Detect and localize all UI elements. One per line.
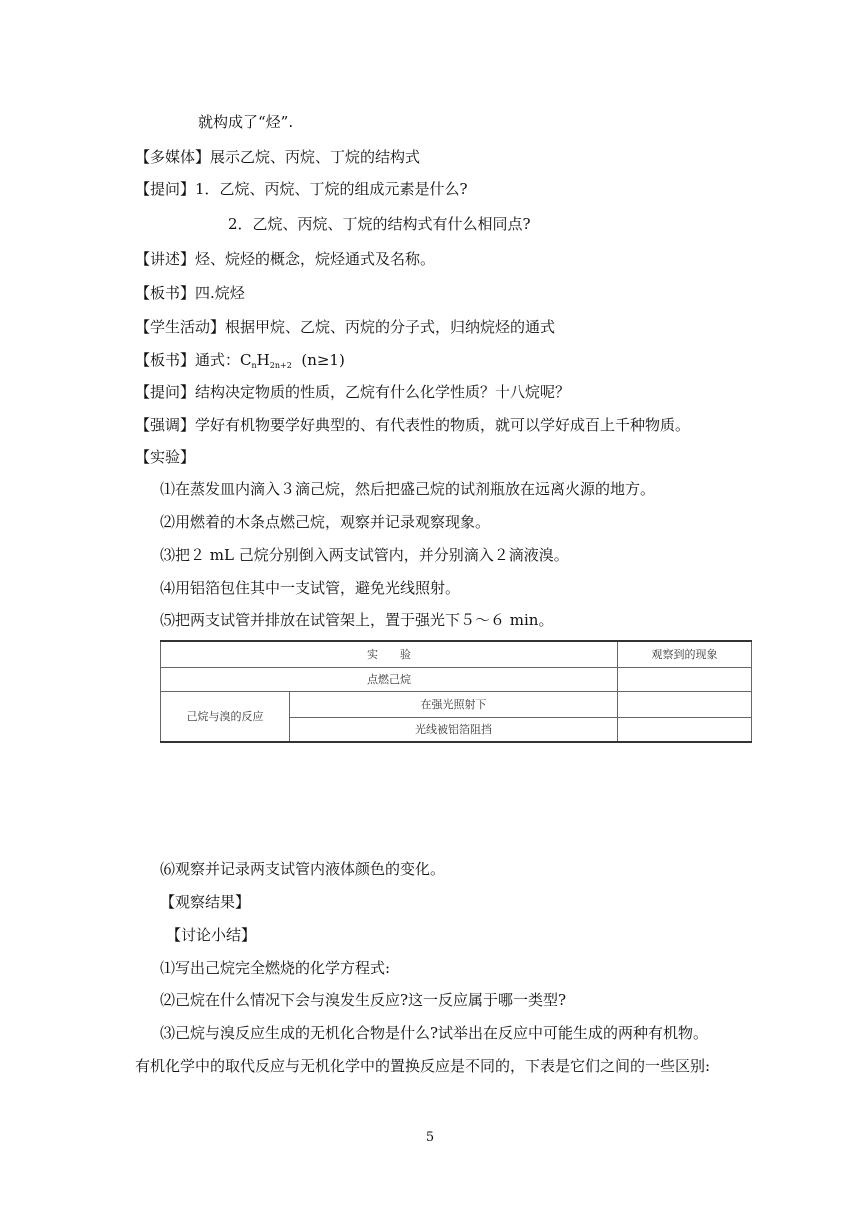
text-line: 2．乙烷、丙烷、丁烷的结构式有什么相同点? [228, 215, 531, 233]
text-line: 【提问】1．乙烷、丙烷、丁烷的组成元素是什么? [135, 180, 468, 198]
table-cell-ignite-hexane: 点燃己烷 [161, 667, 618, 691]
formula-sub-2n2: 2n+2 [269, 361, 292, 370]
text-line: 【实验】 [135, 448, 196, 466]
text-line: 【学生活动】根据甲烷、乙烷、丙烷的分子式，归纳烷烃的通式 [135, 318, 556, 336]
text-line: 就构成了“烃”. [198, 113, 294, 131]
text-line: ⑶己烷与溴反应生成的无机化合物是什么?试举出在反应中可能生成的两种有机物。 [160, 1024, 709, 1042]
text-line: 【观察结果】 [160, 893, 251, 911]
text-line: 【提问】结构决定物质的性质，乙烷有什么化学性质？十八烷呢？ [135, 383, 571, 401]
text-line: 【讨论小结】 [166, 926, 257, 944]
table-cell-empty [618, 691, 752, 717]
text-line: ⑷用铝箔包住其中一支试管，避免光线照射。 [160, 579, 461, 597]
text-line: ⑹观察并记录两支试管内液体颜色的变化。 [160, 860, 446, 878]
text-line: 【板书】四.烷烃 [135, 284, 245, 302]
text-line: ⑸把两支试管并排放在试管架上，置于强光下５～６ min。 [160, 611, 554, 629]
text-line: 【讲述】烃、烷烃的概念，烷烃通式及名称。 [135, 250, 436, 268]
table-cell-empty [618, 717, 752, 742]
page-number: 5 [425, 1130, 435, 1145]
formula-line [135, 350, 345, 376]
experiment-table [160, 640, 752, 743]
formula-h: H [256, 351, 270, 369]
text-line: 【强调】学好有机物要学好典型的、有代表性的物质，就可以学好成百上千种物质。 [135, 416, 691, 434]
formula-prefix: 【板书】通式： [135, 351, 241, 369]
text-line: 有机化学中的取代反应与无机化学中的置换反应是不同的，下表是它们之间的一些区别: [135, 1057, 711, 1075]
text-line: ⑶把２ mL 己烷分别倒入两支试管内，并分别滴入２滴液溴。 [160, 546, 569, 564]
table-cell-strong-light: 在强光照射下 [290, 691, 618, 717]
formula-c: C [240, 351, 252, 369]
table-cell-foil-blocked: 光线被铝箔阻挡 [290, 717, 618, 742]
table-header-experiment: 实 验 [161, 641, 618, 667]
table-header-observation: 观察到的现象 [618, 641, 752, 667]
text-line: ⑵己烷在什么情况下会与溴发生反应?这一反应属于哪一类型? [160, 991, 567, 1009]
table-cell-hexane-bromine: 己烷与溴的反应 [161, 691, 290, 742]
formula-sub-n: n [251, 361, 257, 370]
formula-condition: (n≥1) [301, 351, 345, 369]
text-line: ⑵用燃着的木条点燃己烷，观察并记录观察现象。 [160, 513, 491, 531]
text-line: ⑴在蒸发皿内滴入３滴己烷，然后把盛己烷的试剂瓶放在远离火源的地方。 [160, 480, 656, 498]
text-line: ⑴写出己烷完全燃烧的化学方程式: [160, 959, 391, 977]
text-line: 【多媒体】展示乙烷、丙烷、丁烷的结构式 [135, 148, 421, 166]
table-cell-empty [618, 667, 752, 691]
